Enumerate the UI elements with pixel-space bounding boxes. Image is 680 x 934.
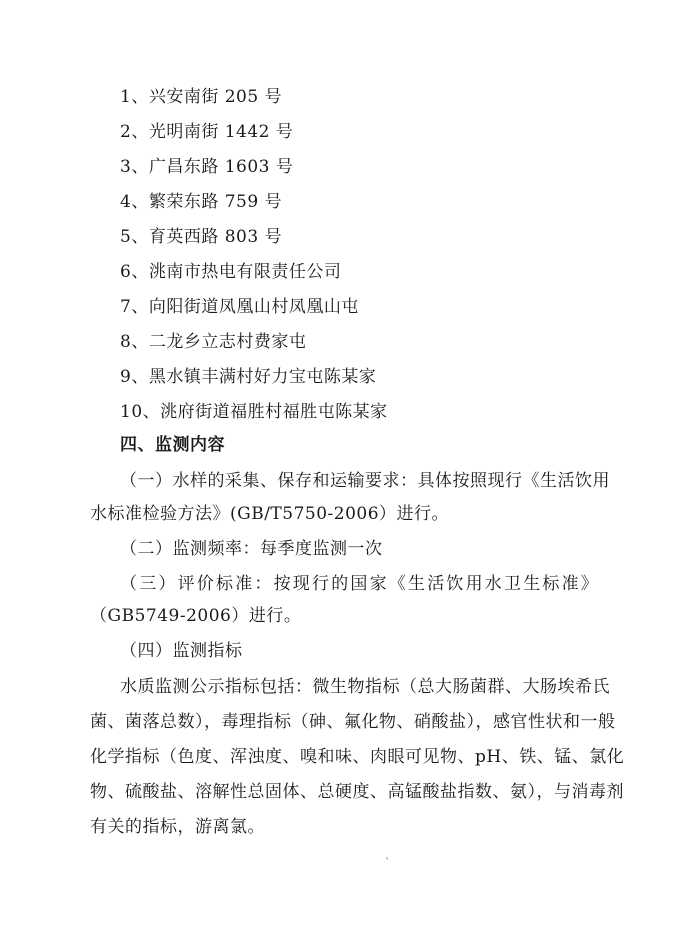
sampling-requirements-line2: 水标准检验方法》(GB/T5750-2006）进行。	[90, 504, 450, 524]
indicators-line5: 有关的指标，游离氯。	[90, 817, 265, 837]
monitoring-indicators-heading: （四）监测指标	[120, 641, 243, 661]
stray-mark: `	[385, 858, 390, 869]
address-item-1: 1、兴安南街 205 号	[120, 87, 283, 107]
evaluation-standard-line2: （GB5749-2006）进行。	[90, 606, 302, 626]
address-item-4: 4、繁荣东路 759 号	[120, 192, 283, 212]
address-item-10: 10、洮府街道福胜村福胜屯陈某家	[120, 402, 388, 422]
address-item-8: 8、二龙乡立志村费家屯	[120, 332, 307, 352]
section-heading: 四、监测内容	[120, 435, 225, 455]
monitoring-frequency: （二）监测频率：每季度监测一次	[120, 539, 383, 559]
indicators-line4: 物、硫酸盐、溶解性总固体、总硬度、高锰酸盐指数、氨），与消毒剂	[90, 782, 624, 802]
indicators-line3: 化学指标（色度、浑浊度、嗅和味、肉眼可见物、pH、铁、锰、氯化	[90, 747, 625, 767]
indicators-line2: 菌、菌落总数），毒理指标（砷、氟化物、硝酸盐），感官性状和一般	[90, 712, 616, 732]
address-item-9: 9、黑水镇丰满村好力宝屯陈某家	[120, 367, 377, 387]
address-item-2: 2、光明南街 1442 号	[120, 122, 294, 142]
address-item-7: 7、向阳街道凤凰山村凤凰山屯	[120, 297, 359, 317]
sampling-requirements-line1: （一）水样的采集、保存和运输要求：具体按照现行《生活饮用	[120, 471, 610, 491]
evaluation-standard-line1: （三）评价标准：按现行的国家《生活饮用水卫生标准》	[120, 574, 600, 594]
address-item-3: 3、广昌东路 1603 号	[120, 157, 294, 177]
indicators-line1: 水质监测公示指标包括：微生物指标（总大肠菌群、大肠埃希氏	[120, 677, 610, 697]
address-item-5: 5、育英西路 803 号	[120, 227, 283, 247]
address-item-6: 6、洮南市热电有限责任公司	[120, 262, 342, 282]
